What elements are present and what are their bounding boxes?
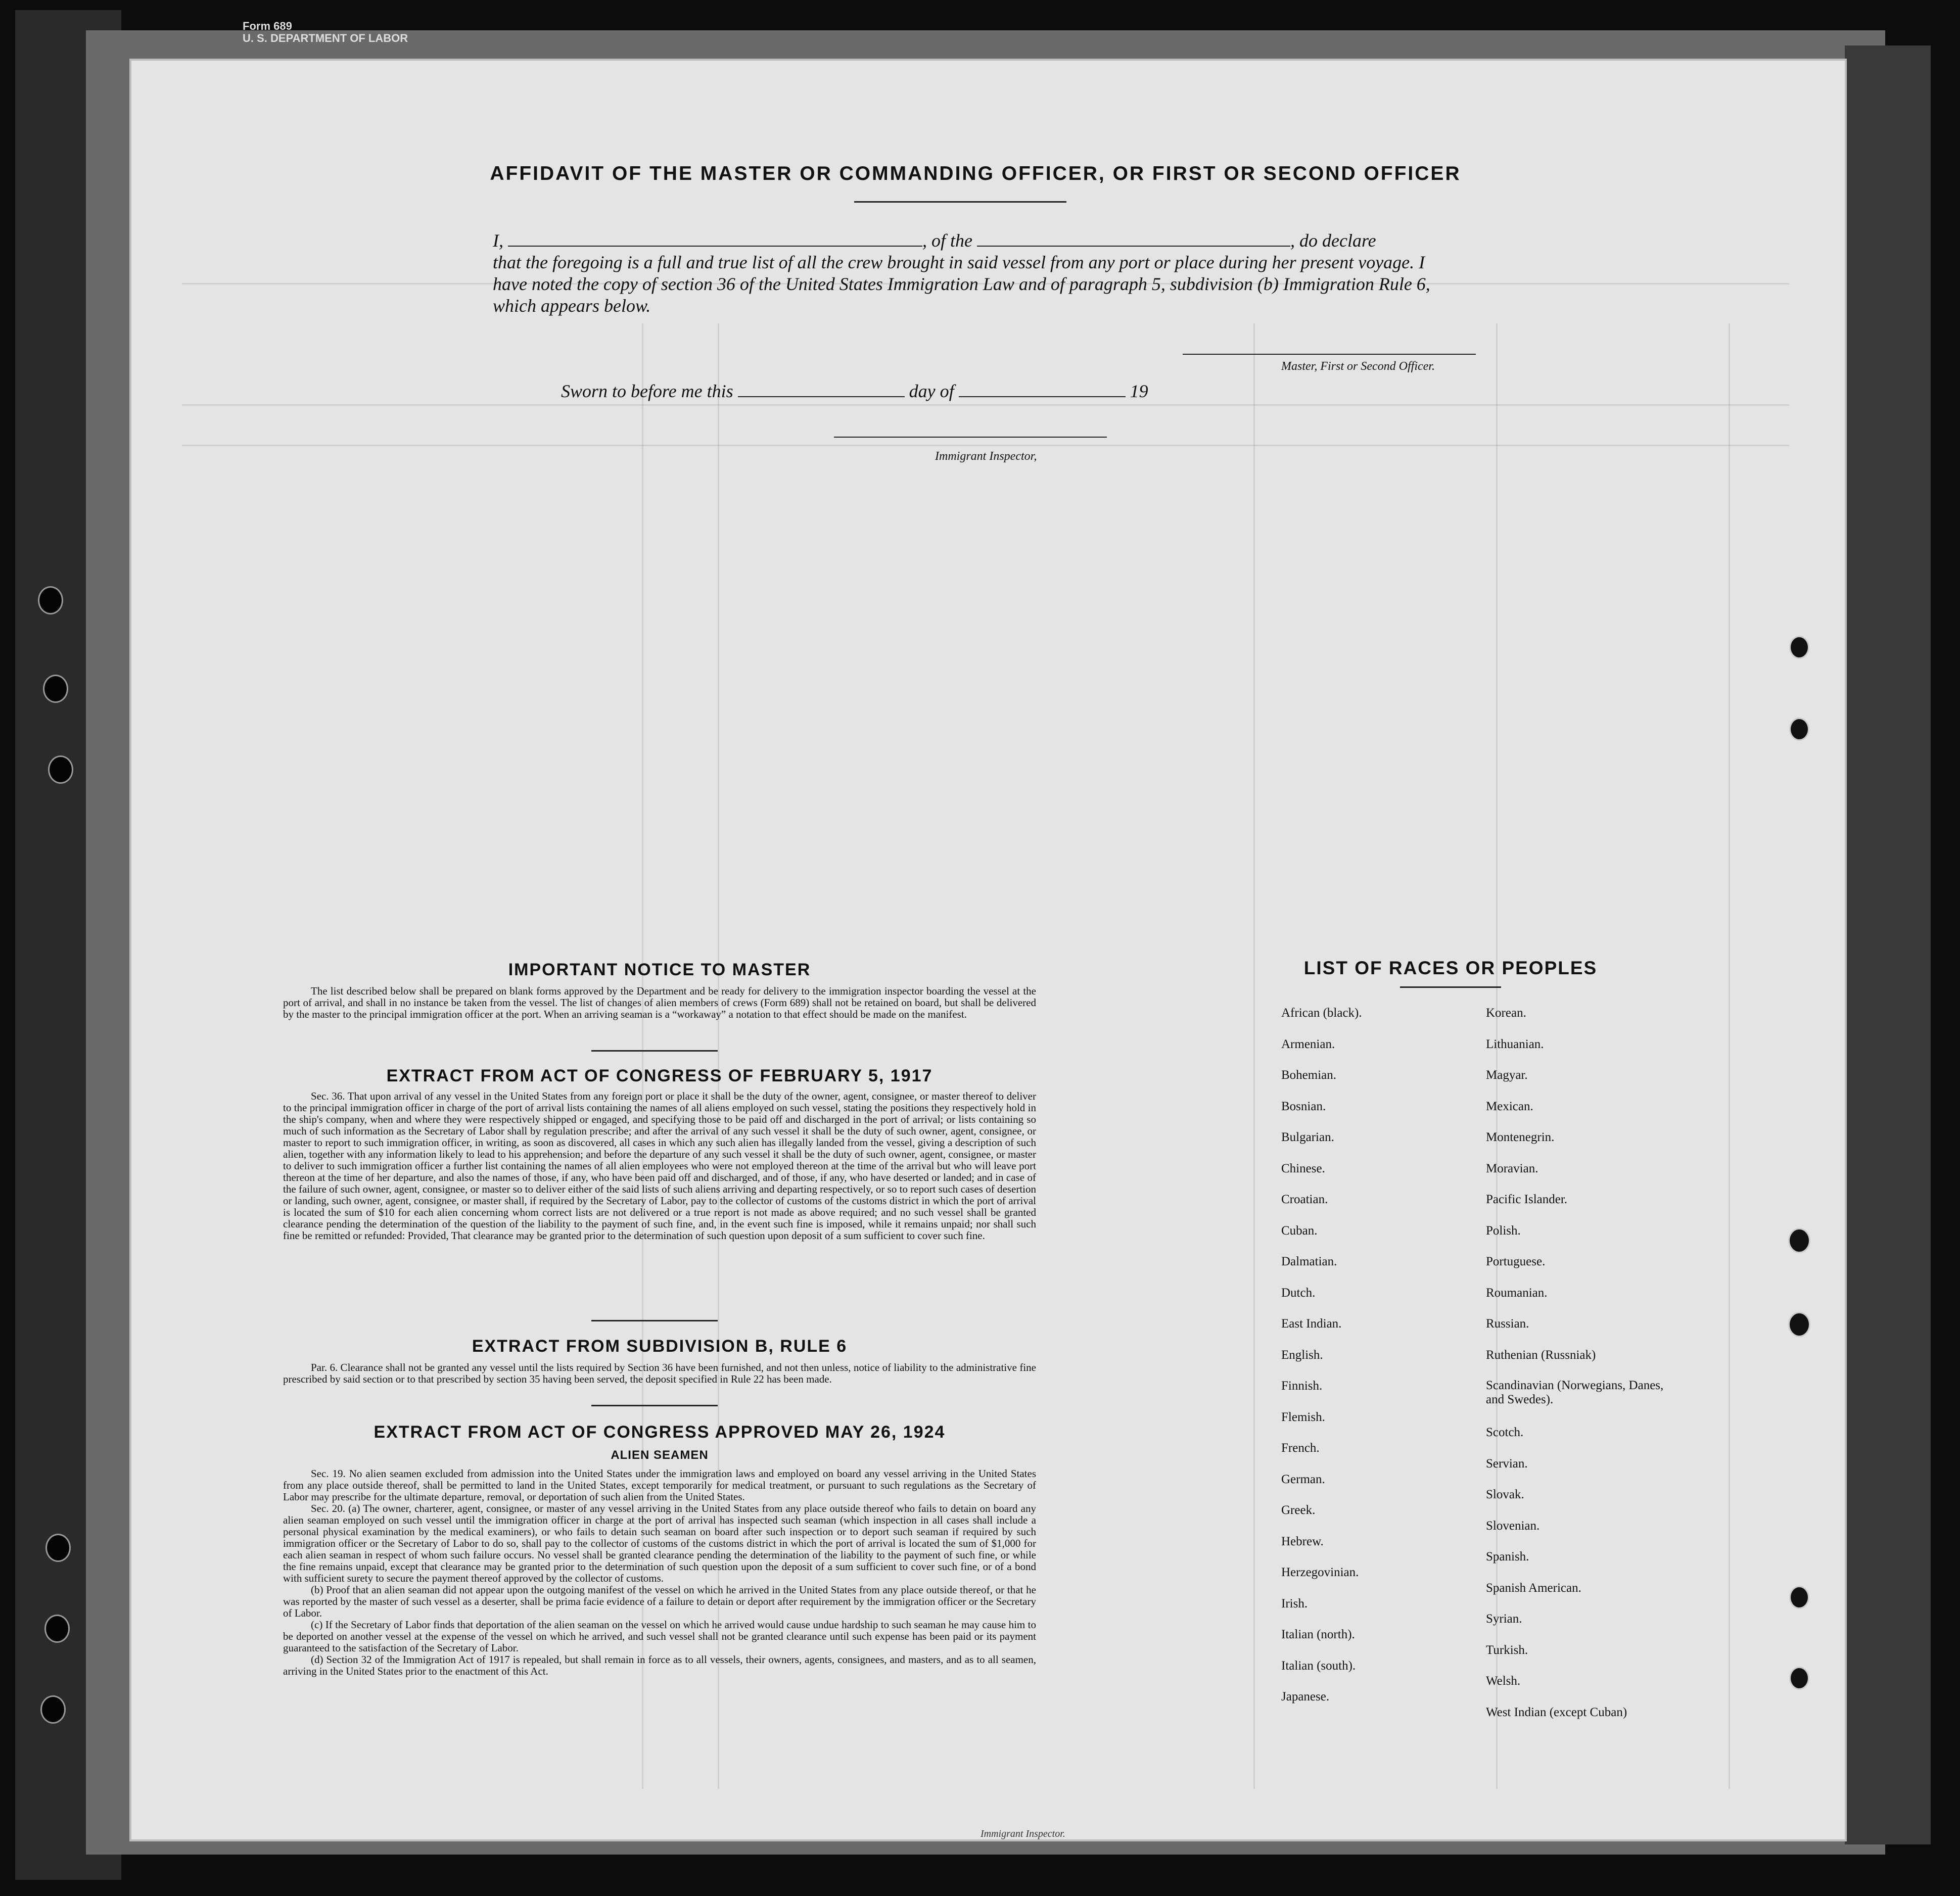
show-through-rule [182, 404, 1789, 406]
master-signature-label: Master, First or Second Officer. [1281, 360, 1435, 373]
declarant-name-field[interactable] [508, 230, 922, 247]
races-list-right [1486, 1006, 1668, 1736]
race-item: Hebrew. [1281, 1534, 1324, 1548]
extract-rule6-paragraph: Par. 6. Clearance shall not be granted any vessel until the lists required by Section 36 have been furnished, and not then unless, notice of liability to the administrative fine prescribed by said section or to that prescribed by section 35 having been served, the deposit specified in Rule 22 has been made. [283, 1361, 1036, 1385]
form-department: U. S. DEPARTMENT OF LABOR [243, 32, 408, 45]
extract-1924-text [283, 1468, 1036, 1677]
race-item: Japanese. [1281, 1690, 1330, 1703]
sworn-year: 19 [1130, 381, 1148, 401]
race-item: Slovak. [1486, 1488, 1524, 1501]
affidavit-title: AFFIDAVIT OF THE MASTER OR COMMANDING OFFICER, OR FIRST OR SECOND OFFICER [490, 163, 1461, 184]
race-item: Italian (south). [1281, 1658, 1356, 1673]
form-number: Form 689 [243, 20, 292, 32]
extract-1924-title: EXTRACT FROM ACT OF CONGRESS APPROVED MAY 26, 1924 [374, 1423, 946, 1442]
section-divider [591, 1405, 718, 1406]
race-item: Spanish. [1486, 1550, 1529, 1563]
race-item: Dutch. [1281, 1286, 1316, 1300]
binder-hole [43, 675, 68, 703]
notice-text [283, 985, 1036, 1020]
inspector-signature-field[interactable] [834, 437, 1107, 438]
affidavit-declaration-line [493, 230, 1448, 252]
show-through-rule [182, 445, 1789, 446]
back-page-edge [1845, 45, 1931, 1844]
race-item: Herzegovinian. [1281, 1566, 1359, 1579]
race-item: Scandinavian (Norwegians, Danes, and Swedes). [1486, 1379, 1664, 1406]
race-item: Dalmatian. [1281, 1255, 1337, 1268]
race-item: Syrian. [1486, 1612, 1522, 1626]
race-item: Chinese. [1281, 1161, 1325, 1175]
race-item: Korean. [1486, 1006, 1526, 1020]
sworn-prefix: Sworn to before me this [561, 381, 733, 401]
inspector-label: Immigrant Inspector, [935, 450, 1037, 463]
race-item: Greek. [1281, 1503, 1316, 1517]
race-item: Flemish. [1281, 1410, 1325, 1424]
race-item: Bosnian. [1281, 1099, 1326, 1113]
binder-hole [1789, 1586, 1809, 1609]
master-signature-field[interactable] [1183, 354, 1476, 355]
race-item: Lithuanian. [1486, 1037, 1544, 1051]
notice-title: IMPORTANT NOTICE TO MASTER [508, 960, 811, 979]
do-declare-label: , do declare [1290, 230, 1376, 251]
race-item: Italian (north). [1281, 1628, 1355, 1641]
extract-1917-text [283, 1091, 1036, 1242]
sworn-month-field[interactable] [959, 381, 1126, 397]
sec-20b-paragraph: (b) Proof that an alien seaman did not appear upon the outgoing manifest of the vessel on which he arrived in the United States from any place outside thereof, or that he was reported by the master of such vessel as a deserter, shall be prima facie evidence of a failure to detain or deport after requirement by the immigration officer or the Secretary of Labor. [283, 1584, 1036, 1619]
race-item: Montenegrin. [1486, 1130, 1555, 1144]
race-item: Slovenian. [1486, 1519, 1540, 1533]
binder-hole [1788, 1228, 1810, 1253]
race-item: Mexican. [1486, 1099, 1533, 1113]
race-item: German. [1281, 1472, 1325, 1486]
race-item: Scotch. [1486, 1426, 1524, 1439]
binder-hole [40, 1695, 66, 1724]
sworn-day-field[interactable] [738, 381, 905, 397]
show-through-rule [1729, 323, 1730, 1789]
binder-hole [1789, 718, 1809, 741]
binder-hole [44, 1615, 70, 1643]
race-item: Cuban. [1281, 1223, 1318, 1238]
race-item: Bulgarian. [1281, 1130, 1334, 1144]
race-item: Bohemian. [1281, 1068, 1337, 1082]
sec-20a-paragraph: Sec. 20. (a) The owner, charterer, agent, consignee, or master of any vessel arriving in the United States from any place outside thereof who fails to detain on board any alien seaman employed on such vessel until the immigration officer in charge at the port of arrival has inspected such seaman (which inspection in all cases shall include a personal physical examination by the medical examiners), or who fails to detain such seaman on board after such inspection or to deport such seaman if required by such immigration officer or the Secretary of Labor to do so, shall pay to the collector of customs of the customs district in which the port of arrival is located the sum of $1,000 for each alien seaman in respect of whom such failure occurs. No vessel shall be granted clearance pending the determination of the liability to the payment of such fine, or while the fine remains unpaid, except that clearance may be granted prior to the determination of such question upon the deposit of a sum sufficient to cover such fine, or of a bond with sufficient surety to secure the payment thereof approved by the collector of customs. [283, 1502, 1036, 1584]
binder-hole [48, 755, 73, 784]
extract-rule6-title: EXTRACT FROM SUBDIVISION B, RULE 6 [472, 1337, 848, 1356]
race-item: Turkish. [1486, 1643, 1528, 1657]
race-item: Magyar. [1486, 1068, 1528, 1082]
binder-hole [38, 586, 63, 614]
race-item: Pacific Islander. [1486, 1193, 1568, 1206]
sworn-statement [561, 381, 1148, 402]
declarant-pronoun: I, [493, 230, 503, 251]
race-item: West Indian (except Cuban) [1486, 1705, 1627, 1719]
sec-20c-paragraph: (c) If the Secretary of Labor finds that deportation of the alien seaman on the vessel on which he arrived would cause undue hardship to such seaman he may cause him to be deported on another vessel at the expense of the vessel on which he arrived, and such vessel shall not be granted clearance until such expense has been paid or its payment guaranteed to the satisfaction of the Secretary of Labor. [283, 1619, 1036, 1654]
race-item: Roumanian. [1486, 1286, 1548, 1300]
race-item: Finnish. [1281, 1379, 1323, 1393]
races-title: LIST OF RACES OR PEOPLES [1303, 958, 1598, 978]
race-item: African (black). [1281, 1006, 1362, 1020]
extract-rule6-text [283, 1362, 1036, 1385]
of-the-label: , of the [922, 230, 972, 251]
extract-1917-paragraph: Sec. 36. That upon arrival of any vessel in the United States from any foreign port or place it shall be the duty of the owner, agent, consignee, or master thereof to deliver to the principal immigration officer in charge of the port of arrival lists containing the names of all aliens employed on such vessel, stating the positions they respectively hold in the ship's company, when and where they were respectively shipped or engaged, and specifying those to be paid off and discharged in the port of arrival; or lists containing so much of such information as the Secretary of Labor shall by regulation prescribe; and after the arrival of any such vessel it shall be the duty of such owner, agent, consignee, or master to report to such immigration officer, in writing, as soon as discovered, all cases in which any such alien has illegally landed from the vessel, giving a description of such alien, together with any information likely to lead to his apprehension; and before the departure of any such vessel it shall be the duty of such owner, agent, consignee, or master to deliver to such immigration officer a further list containing the names of all alien employees who were not employed thereon at the time of the arrival but who will leave port thereon at the time of her departure, and also the names of those, if any, who have been paid off and discharged, and of those, if any, who have deserted or landed; and in case of the failure of such owner, agent, consignee, or master so to deliver either of the said lists of such aliens arriving and departing respectively, or so to report such cases of desertion or landing, such owner, agent, consignee, or master shall, if required by the Secretary of Labor, pay to the collector of customs of the customs district in which the port of arrival is located the sum of $10 for each alien concerning whom correct lists are not delivered or a true report is not made as above required; and no such vessel shall be granted clearance pending the determination of the question of the liability to the payment of such fine, and, in the event such fine is imposed, while it remains unpaid; nor shall such fine be remitted or refunded: Provided, That clearance may be granted prior to the determination of such question upon deposit of a sum sufficient to cover such fine. [283, 1090, 1036, 1242]
race-item: French. [1281, 1441, 1320, 1455]
race-item: Russian. [1486, 1317, 1529, 1331]
race-item: Servian. [1486, 1456, 1528, 1471]
race-item: Croatian. [1281, 1193, 1328, 1206]
affidavit-body [493, 230, 1448, 317]
race-item: Moravian. [1486, 1161, 1538, 1175]
alien-seamen-subtitle: ALIEN SEAMEN [611, 1448, 709, 1462]
sec-20d-paragraph: (d) Section 32 of the Immigration Act of 1917 is repealed, but shall remain in force as to all vessels, their owners, agents, consignees, and masters, and as to all seamen, arriving in the United States prior to the enactment of this Act. [283, 1653, 1036, 1677]
section-divider [1400, 986, 1501, 988]
title-rule [854, 201, 1066, 203]
section-divider [591, 1320, 718, 1321]
form-stub [243, 20, 408, 44]
section-divider [591, 1050, 718, 1052]
race-item: Armenian. [1281, 1037, 1335, 1051]
vessel-name-field[interactable] [977, 230, 1290, 247]
binder-hole [1788, 1312, 1810, 1337]
affidavit-statement: that the foregoing is a full and true list of all the crew brought in said vessel from any port or place during her present voyage. I have noted the copy of section 36 of the United States Immigration Law and of paragraph 5, subdivision (b) Immigration Rule 6, which appears below. [493, 252, 1430, 316]
binder-hole [45, 1534, 71, 1562]
race-item: Ruthenian (Russniak) [1486, 1348, 1596, 1362]
races-list-left [1281, 1006, 1473, 1721]
show-through-rule [1253, 323, 1255, 1789]
race-item: East Indian. [1281, 1317, 1342, 1331]
sworn-day-of: day of [909, 381, 954, 401]
binder-hole [1789, 1667, 1809, 1690]
notice-paragraph: The list described below shall be prepared on blank forms approved by the Department and be ready for delivery to the immigration inspector boarding the vessel at the port of arrival, and shall in no instance be taken from the vessel. The list of changes of alien members of crews (Form 689) shall not be retained on board, but shall be delivered by the master to the principal immigration officer at the port. When an arriving seaman is a “workaway” a notation to that effect should be made on the manifest. [283, 985, 1036, 1020]
race-item: Spanish American. [1486, 1581, 1581, 1595]
extract-1917-title: EXTRACT FROM ACT OF CONGRESS OF FEBRUARY 5, 1917 [386, 1066, 933, 1085]
sec-19-paragraph: Sec. 19. No alien seamen excluded from admission into the United States under the immigration laws and employed on board any vessel arriving in the United States from any place outside thereof, shall be permitted to land in the United States, except temporarily for medical treatment, or pursuant to such regulations as the Secretary of Labor may prescribe for the ultimate departure, removal, or deportation of such alien from the United States. [283, 1467, 1036, 1503]
binder-hole [1789, 636, 1809, 659]
race-item: Welsh. [1486, 1674, 1521, 1688]
race-item: English. [1281, 1348, 1323, 1362]
bottom-inspector-mark: Immigrant Inspector. [981, 1828, 1065, 1839]
race-item: Portuguese. [1486, 1255, 1546, 1268]
race-item: Irish. [1281, 1596, 1308, 1610]
race-item: Polish. [1486, 1223, 1521, 1238]
